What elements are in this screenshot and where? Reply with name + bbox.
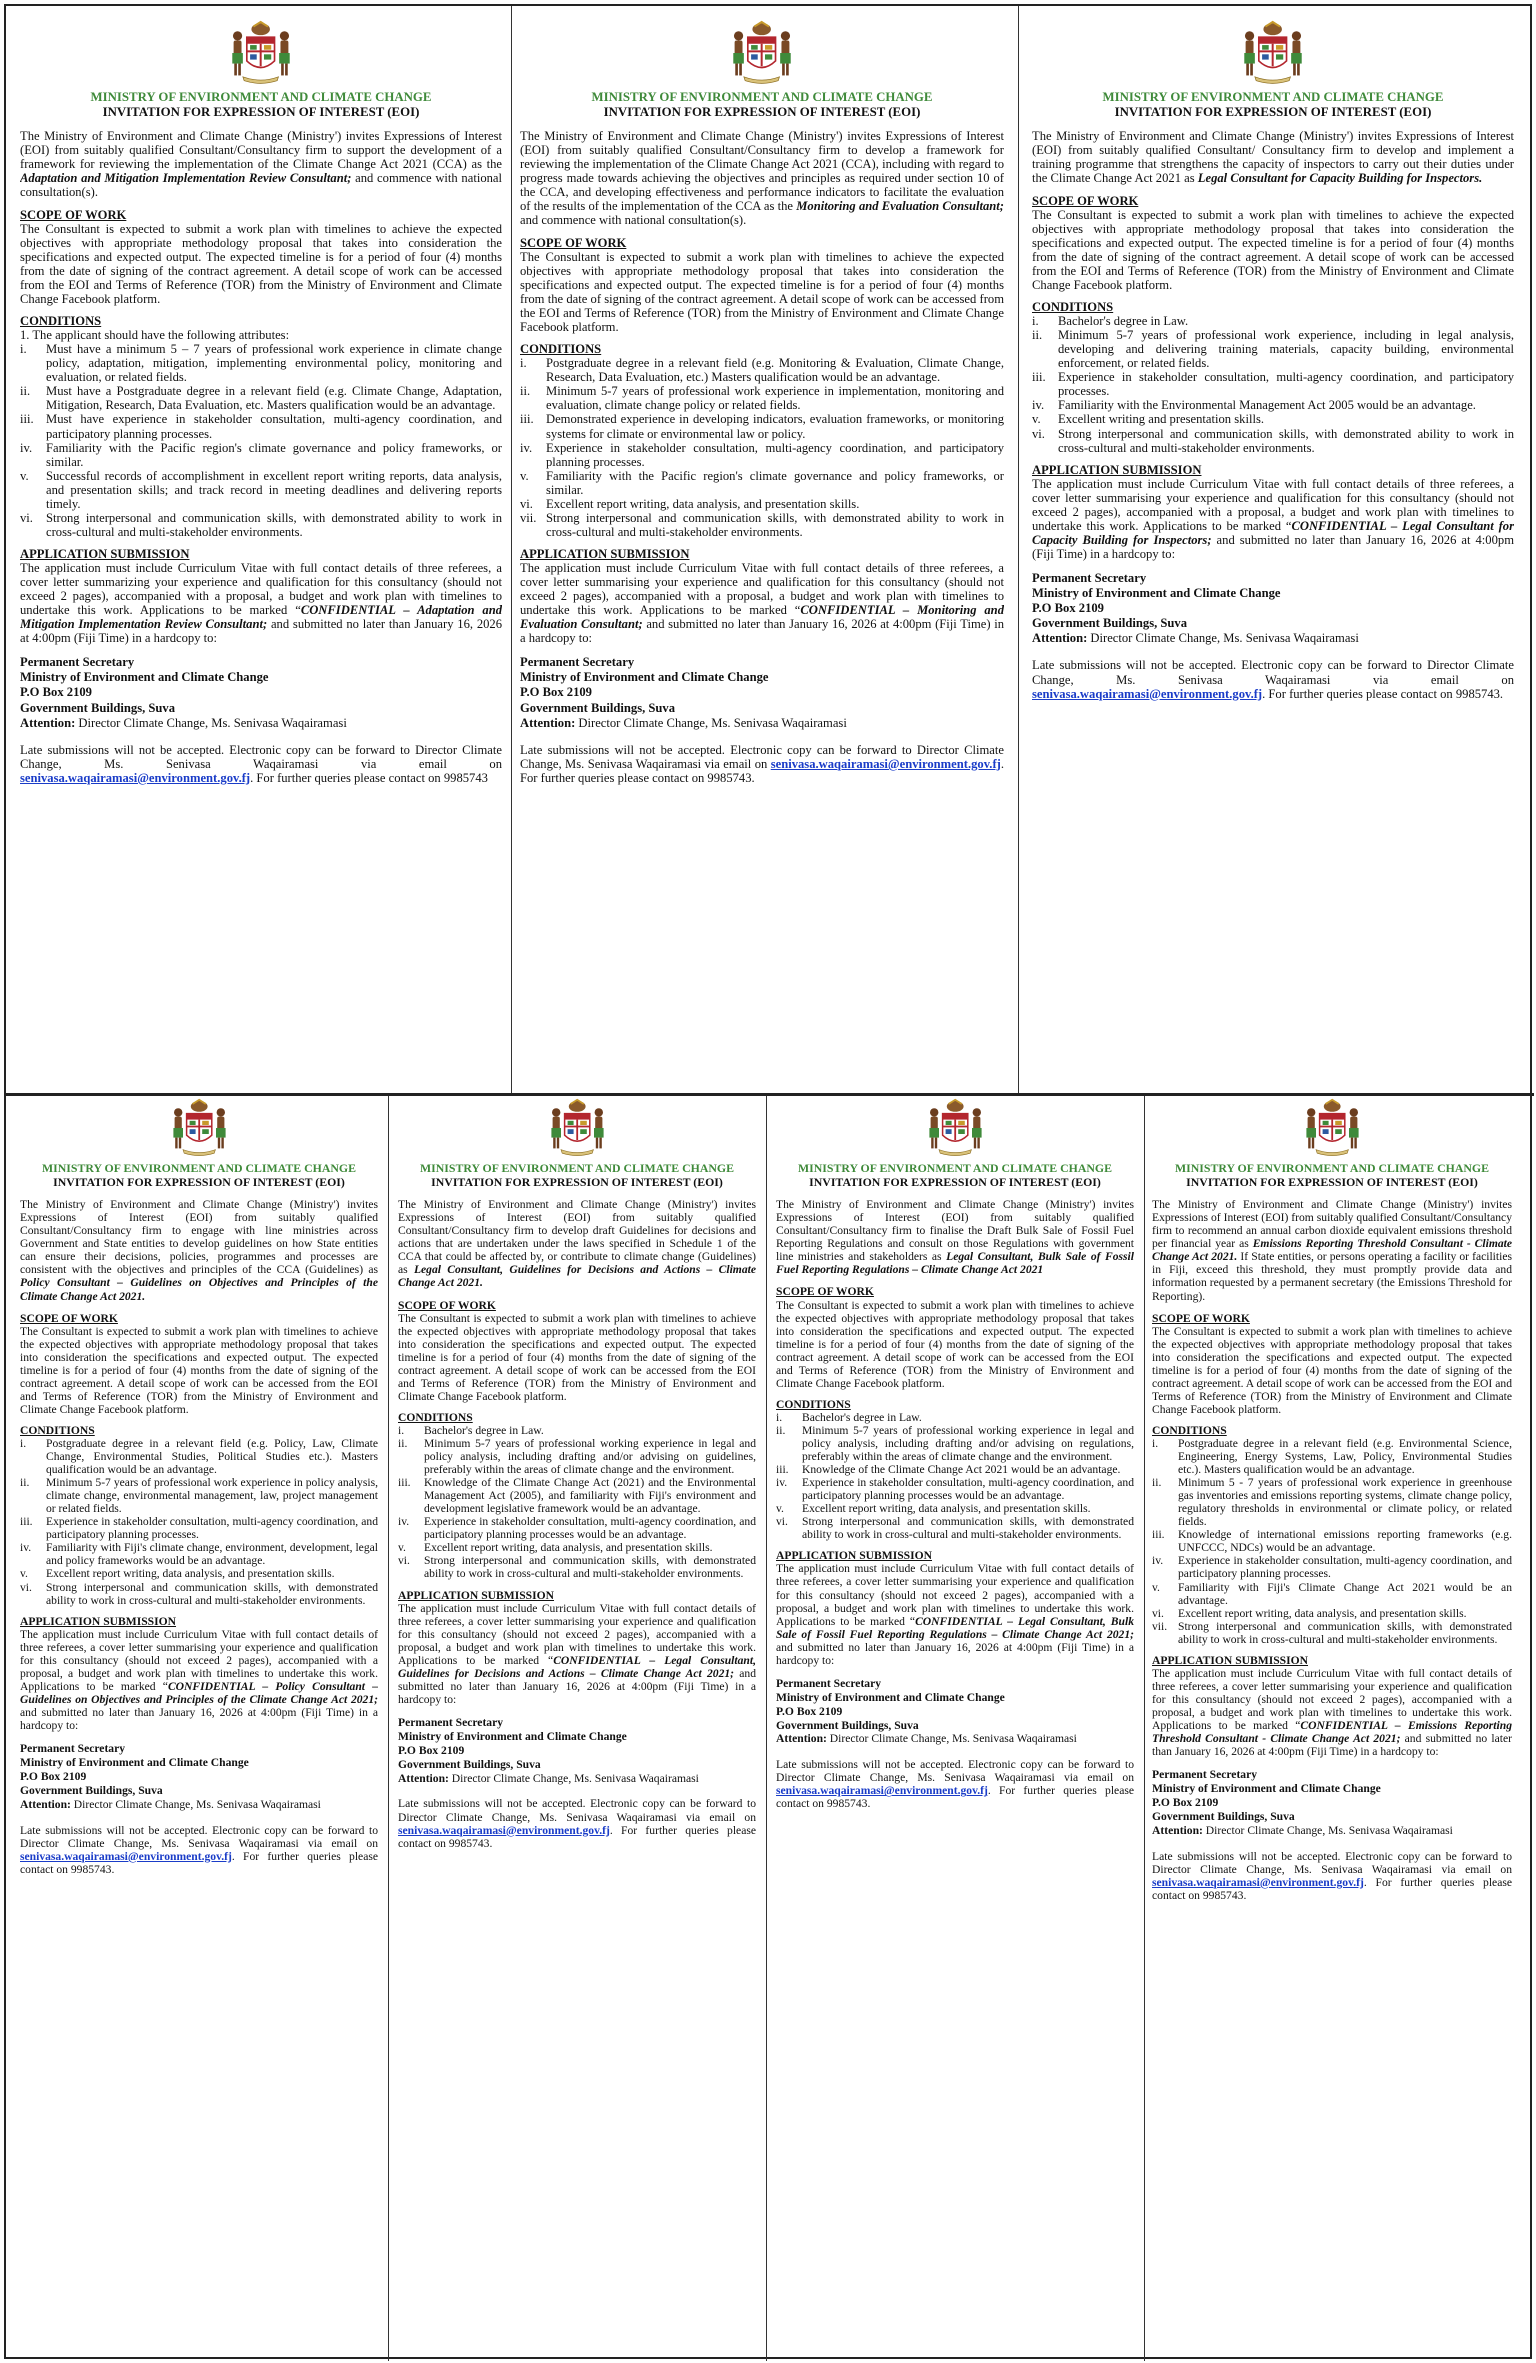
ministry-name: MINISTRY OF ENVIRONMENT AND CLIMATE CHANGE [797, 1161, 1113, 1175]
condition-number: ii. [20, 384, 31, 399]
email-link[interactable]: senivasa.waqairamasi@environment.gov.fj [1152, 1875, 1364, 1889]
postal-address [398, 1716, 756, 1786]
condition-item [776, 1476, 1134, 1502]
condition-item [20, 1541, 378, 1567]
column-divider [511, 6, 512, 1093]
condition-text: Minimum 5-7 years of professional working experience in legal and policy analysis, including drafting and/or advising on guidelines, preferably within the areas of climate change and the environment. [424, 1436, 756, 1477]
condition-text: Familiarity with Fiji's Climate Change Act 2021 would be an advantage. [1178, 1580, 1512, 1607]
eoi-advertisement [20, 1098, 378, 2356]
fiji-coat-of-arms-icon [1235, 20, 1311, 86]
address-line: P.O Box 2109 [520, 685, 592, 700]
postal-address [1032, 571, 1514, 647]
attention-line: Attention: Director Climate Change, Ms. Senivasa Waqairamasi [20, 1797, 321, 1811]
address-line: Permanent Secretary [20, 1742, 126, 1756]
condition-number: ii. [20, 1476, 30, 1490]
condition-text: Strong interpersonal and communication skills, with demonstrated ability to work in cross-cultural and multi-stakeholder environments. [802, 1515, 1134, 1542]
email-link[interactable]: senivasa.waqairamasi@environment.gov.fj [20, 770, 251, 785]
ministry-name: MINISTRY OF ENVIRONMENT AND CLIMATE CHANGE [1102, 90, 1444, 104]
scope-heading: SCOPE OF WORK [20, 1311, 118, 1325]
condition-number: vii. [1152, 1619, 1168, 1633]
condition-number: ii. [520, 384, 531, 399]
condition-number: v. [1152, 1580, 1160, 1594]
condition-number: vi. [398, 1554, 410, 1568]
condition-item [776, 1411, 1134, 1424]
fiji-coat-of-arms-icon [724, 20, 800, 86]
condition-number: ii. [398, 1436, 408, 1450]
attention-line: Attention: Director Climate Change, Ms. Senivasa Waqairamasi [776, 1732, 1077, 1746]
condition-text: Excellent report writing, data analysis, and presentation skills. [46, 1567, 335, 1581]
condition-item [520, 497, 1004, 511]
conditions-list [20, 342, 502, 539]
condition-number: i. [398, 1423, 405, 1437]
eoi-advertisement [20, 20, 502, 1082]
application-heading: APPLICATION SUBMISSION [520, 546, 690, 561]
attention-line: Attention: Director Climate Change, Ms. Senivasa Waqairamasi [1152, 1823, 1453, 1837]
email-link[interactable]: senivasa.waqairamasi@environment.gov.fj [776, 1784, 988, 1798]
condition-text: Bachelor's degree in Law. [802, 1410, 922, 1424]
condition-number: iv. [776, 1476, 788, 1490]
scope-text: The Consultant is expected to submit a work plan with timelines to achieve the expected objectives with appropriate methodology proposal that takes into consideration the specifications and expected output. The expected timeline is for a period of four (4) months from the date of signing of the contract agreement. A detail scope of work can be accessed from the EOI and Terms of Reference (TOR) from the Ministry of Environment and Climate Change Facebook platform. [776, 1298, 1134, 1390]
intro-paragraph: The Ministry of Environment and Climate Change (Ministry') invites Expressions of Interest (EOI) from suitably qualified Consultant/Consultancy firm to engage with line ministries across Government and State entities to develop guidelines on how State entities can ensure their decisions, policies, programmes and processes are consistent with the objectives and principles of the CCA (Guidelines) as Policy Consultant – Guidelines on Objectives and Principles of the Climate Change Act 2021. [20, 1198, 378, 1303]
late-submission-note: Late submissions will not be accepted. Electronic copy can be forward to Director Climate Change, Ms. Senivasa Waqairamasi via email on senivasa.waqairamasi@environment.gov.fj. For further queries please contact on 9985743 [20, 742, 502, 785]
condition-item [398, 1437, 756, 1476]
condition-item [1032, 328, 1514, 370]
condition-number: vi. [20, 510, 33, 525]
condition-item [20, 1581, 378, 1607]
scope-text: The Consultant is expected to submit a work plan with timelines to achieve the expected objectives with appropriate methodology proposal that takes into consideration the specifications and expected output. The expected timeline is for a period of four (4) months from the date of signing of the contract agreement. A detail scope of work can be accessed from the EOI and Terms of Reference (TOR) from the Ministry of Environment and Climate Change Facebook platform. [1032, 207, 1514, 293]
condition-item [776, 1463, 1134, 1476]
condition-text: Minimum 5-7 years of professional work experience in implementation, monitoring and evaluation, climate change policy or related fields. [546, 384, 1004, 413]
condition-number: iv. [520, 440, 533, 455]
condition-item [776, 1424, 1134, 1463]
address-line: Permanent Secretary [1032, 570, 1147, 585]
condition-number: iii. [20, 1515, 33, 1529]
address-line: P.O Box 2109 [1152, 1795, 1219, 1809]
condition-item [398, 1541, 756, 1554]
condition-text: Excellent writing and presentation skills. [1058, 412, 1265, 427]
intro-paragraph: The Ministry of Environment and Climate Change (Ministry') invites Expressions of Interest (EOI) from suitably qualified Consultant/Consultancy firm to finalise the Draft Bulk Sale of Fossil Fuel Reporting Regulations and consult on those Regulations with government line ministries and stakeholders as Legal Consultant, Bulk Sale of Fossil Fuel Reporting Regulations – Climate Change Act 2021 [776, 1198, 1134, 1277]
email-link[interactable]: senivasa.waqairamasi@environment.gov.fj [20, 1849, 232, 1863]
condition-item [20, 342, 502, 384]
condition-number: vi. [20, 1580, 32, 1594]
condition-number: i. [20, 1436, 27, 1450]
condition-item [520, 412, 1004, 440]
postal-address [20, 655, 502, 731]
address-line: Ministry of Environment and Climate Change [398, 1729, 627, 1743]
condition-number: i. [776, 1410, 783, 1424]
conditions-list [398, 1424, 756, 1581]
condition-text: Must have experience in stakeholder consultation, multi-agency coordination, and participatory planning processes. [46, 412, 502, 441]
address-line: Permanent Secretary [520, 655, 635, 670]
address-line: Permanent Secretary [398, 1715, 504, 1729]
invitation-title: INVITATION FOR EXPRESSION OF INTEREST (EOI) [1114, 104, 1432, 119]
condition-item [20, 412, 502, 440]
row-divider [6, 1093, 1534, 1096]
condition-item [398, 1554, 756, 1580]
condition-text: Strong interpersonal and communication skills, with demonstrated ability to work in cross-cultural and multi-stakeholder environments. [1178, 1619, 1512, 1646]
condition-number: iii. [398, 1476, 411, 1490]
eoi-advertisement [776, 1098, 1134, 2356]
condition-number: v. [398, 1541, 406, 1555]
condition-text: Excellent report writing, data analysis, and presentation skills. [424, 1541, 713, 1555]
condition-text: Strong interpersonal and communication skills, with demonstrated ability to work in cross-cultural and multi-stakeholder environments. [1058, 426, 1514, 455]
condition-item [20, 1476, 378, 1515]
condition-item [1152, 1554, 1512, 1580]
condition-number: iii. [776, 1463, 789, 1477]
scope-heading: SCOPE OF WORK [398, 1298, 496, 1312]
condition-text: Must have a Postgraduate degree in a relevant field (e.g. Climate Change, Adaptation, Mitigation, Research, Data Evaluation, etc. Masters qualification would be an advantage. [46, 384, 502, 413]
condition-item [20, 441, 502, 469]
condition-item [20, 469, 502, 511]
conditions-list [1032, 314, 1514, 454]
condition-text: Bachelor's degree in Law. [424, 1423, 544, 1437]
condition-number: ii. [776, 1423, 786, 1437]
scope-text: The Consultant is expected to submit a work plan with timelines to achieve the expected objectives with appropriate methodology proposal that takes into consideration the specifications and expected output. The expected timeline is for a period of four (4) months from the date of signing of the contract agreement. A detail scope of work can be accessed from the EOI and Terms of Reference (TOR) from the Ministry of Environment and Climate Change Facebook platform. [20, 221, 502, 307]
condition-text: Demonstrated experience in developing indicators, evaluation frameworks, or monitoring systems for climate or environmental law or policy. [546, 412, 1004, 441]
address-line: Government Buildings, Suva [776, 1718, 919, 1732]
column-divider [388, 1096, 389, 2361]
condition-text: Minimum 5-7 years of professional work experience in policy analysis, climate change, environmental management, law, project management or related fields. [46, 1476, 378, 1516]
condition-item [20, 1437, 378, 1476]
eoi-advertisement [398, 1098, 756, 2356]
column-divider [1018, 6, 1019, 1093]
application-heading: APPLICATION SUBMISSION [20, 1614, 177, 1628]
scope-heading: SCOPE OF WORK [1032, 193, 1139, 208]
attention-line: Attention: Director Climate Change, Ms. Senivasa Waqairamasi [398, 1771, 699, 1785]
intro-paragraph: The Ministry of Environment and Climate Change (Ministry') invites Expressions of Interest (EOI) from suitably qualified Consultant/Consultancy firm to develop draft Guidelines for decisions and actions that are undertaken under the laws specified in Schedule 1 of the CCA that could be affected by, or contribute to climate change (Guidelines) as Legal Consultant, Guidelines for Decisions and Actions – Climate Change Act 2021. [398, 1198, 756, 1290]
condition-item [1032, 370, 1514, 398]
address-line: Ministry of Environment and Climate Change [520, 670, 769, 685]
email-link[interactable]: senivasa.waqairamasi@environment.gov.fj [398, 1823, 610, 1837]
application-heading: APPLICATION SUBMISSION [1032, 462, 1202, 477]
condition-number: ii. [1032, 328, 1043, 343]
application-heading: APPLICATION SUBMISSION [398, 1588, 555, 1602]
column-divider [1144, 1096, 1145, 2361]
address-line: Permanent Secretary [1152, 1768, 1258, 1782]
condition-number: i. [520, 356, 527, 371]
address-line: Permanent Secretary [20, 655, 135, 670]
late-submission-note: Late submissions will not be accepted. Electronic copy can be forward to Director Climate Change, Ms. Senivasa Waqairamasi via email on senivasa.waqairamasi@environment.gov.fj. For further queries please contact on 9985743. [1032, 658, 1514, 701]
condition-number: iii. [1152, 1528, 1165, 1542]
application-text: The application must include Curriculum Vitae with full contact details of three referees, a cover letter summarising your experience and qualification for this consultancy (should not exceed 2 pages), accompanied with a proposal, a budget and work plan with timelines to undertake this work. Applications to be marked “CONFIDENTIAL – Legal Consultant, Guidelines for Decisions and Actions – Climate Change Act 2021; and submitted no later than January 16, 2026 at 4:00pm (Fiji Time) in a hardcopy to: [398, 1601, 756, 1706]
condition-item [20, 1567, 378, 1580]
conditions-heading: CONDITIONS [520, 342, 602, 357]
intro-paragraph: The Ministry of Environment and Climate Change (Ministry') invites Expressions of Interest (EOI) from suitably qualified Consultant/Consultancy firm to develop a framework for reviewing the implementation of the Climate Change Act 2021 (CCA), including with regard to progress made towards achieving the objectives and principles as required under section 10 of the CCA, and developing effectiveness and performance indicators to facilitate the evaluation of the results of the implementation of the CCA as the Monitoring and Evaluation Consultant; and commence with national consultation(s). [520, 128, 1004, 227]
address-line: Government Buildings, Suva [1032, 616, 1188, 631]
application-text: The application must include Curriculum Vitae with full contact details of three referees, a cover letter summarising your experience and qualification for this consultancy (should not exceed 2 pages), accompanied with a proposal, a budget and work plan with timelines to undertake this work. Applications to be marked “CONFIDENTIAL – Policy Consultant – Guidelines on Objectives and Principles of the Climate Change Act 2021; and submitted no later than January 16, 2026 at 4:00pm (Fiji Time) in a hardcopy to: [20, 1627, 378, 1732]
address-line: Ministry of Environment and Climate Change [1152, 1782, 1381, 1796]
condition-text: Experience in stakeholder consultation, multi-agency coordination, and participatory planning processes would be an advantage. [802, 1476, 1134, 1503]
address-line: Ministry of Environment and Climate Change [20, 670, 269, 685]
postal-address [1152, 1768, 1512, 1838]
condition-text: Minimum 5 - 7 years of professional work experience in greenhouse gas inventories and emissions reporting systems, climate change policy, regulatory thresholds in environmental or climate policy, or related fields. [1178, 1476, 1512, 1529]
condition-item [520, 511, 1004, 539]
condition-item [1152, 1620, 1512, 1646]
condition-item [1152, 1476, 1512, 1528]
address-line: Ministry of Environment and Climate Change [20, 1755, 249, 1769]
condition-text: Excellent report writing, data analysis, and presentation skills. [802, 1502, 1091, 1516]
attention-line: Attention: Director Climate Change, Ms. Senivasa Waqairamasi [520, 715, 847, 730]
attention-line: Attention: Director Climate Change, Ms. Senivasa Waqairamasi [20, 715, 347, 730]
application-text: The application must include Curriculum Vitae with full contact details of three referees, a cover letter summarizing your experience and qualification for this consultancy (should not exceed 2 pages), accompanied with a proposal, a budget and work plan with timelines to undertake this work. Applications to be marked “CONFIDENTIAL – Adaptation and Mitigation Implementation Review Consultant; and submitted no later than January 16, 2026 at 4:00pm (Fiji Time) in a hardcopy to: [20, 560, 502, 646]
condition-item [1152, 1581, 1512, 1607]
condition-item [1152, 1528, 1512, 1554]
condition-number: v. [1032, 412, 1041, 427]
condition-text: Minimum 5-7 years of professional working experience in legal and policy analysis, including drafting and/or advising on regulations, preferably within the areas of climate change and the environment. [802, 1423, 1134, 1464]
condition-text: Minimum 5-7 years of professional work experience, including in legal analysis, developing and delivering training materials, capacity building, environmental enforcement, or related fields. [1058, 328, 1514, 371]
condition-number: v. [20, 1567, 28, 1581]
eoi-advertisement [520, 20, 1004, 1082]
condition-item [20, 1515, 378, 1541]
eoi-advertisement [1152, 1098, 1512, 2356]
condition-text: Knowledge of international emissions reporting frameworks (e.g. UNFCCC, NDCs) would be an advantage. [1178, 1528, 1512, 1555]
condition-number: iv. [20, 1541, 32, 1555]
ministry-name: MINISTRY OF ENVIRONMENT AND CLIMATE CHANGE [591, 90, 933, 104]
conditions-heading: CONDITIONS [1152, 1423, 1227, 1437]
postal-address [520, 655, 1004, 731]
condition-item [520, 441, 1004, 469]
intro-paragraph: The Ministry of Environment and Climate Change (Ministry') invites Expressions of Interest (EOI) from suitably qualified Consultant/ Consultancy firm to develop and implement a training programme that strengthens the capacity of inspectors to carry out their duties under the Climate Change Act 2021 as Legal Consultant for Capacity Building for Inspectors. [1032, 128, 1514, 185]
condition-number: iv. [398, 1515, 410, 1529]
intro-paragraph: The Ministry of Environment and Climate Change (Ministry') invites Expressions of Interest (EOI) from suitably qualified Consultant/Consultancy firm to recommend an annual carbon dioxide equivalent emissions threshold per financial year as Emissions Reporting Threshold Consultant - Climate Change Act 2021. If State entities, or persons operating a facility or facilities in Fiji, exceed this threshold, they must promptly provide data and information requested by a permanent secretary (the Emissions Threshold for Reporting). [1152, 1198, 1512, 1303]
scope-text: The Consultant is expected to submit a work plan with timelines to achieve the expected objectives with appropriate methodology proposal that takes into consideration the specifications and expected output. The expected timeline is for a period of four (4) months from the date of signing of the contract agreement. A detail scope of work can be accessed from the EOI and Terms of Reference (TOR) from the Ministry of Environment and Climate Change Facebook platform. [398, 1311, 756, 1403]
condition-number: i. [20, 342, 27, 357]
scope-text: The Consultant is expected to submit a work plan with timelines to achieve the expected objectives with appropriate methodology proposal that takes into consideration the specifications and expected output. The expected timeline is for a period of four (4) months from the date of signing of the contract agreement. A detail scope of work can be accessed from the EOI and Terms of Reference (TOR) from the Ministry of Environment and Climate Change Facebook platform. [1152, 1324, 1512, 1416]
condition-text: Postgraduate degree in a relevant field (e.g. Environmental Science, Engineering, Energy Systems, Law, Policy, Environmental Studies etc.). Masters qualification would be an advantage. [1178, 1436, 1512, 1477]
condition-number: vi. [1032, 426, 1045, 441]
condition-text: Strong interpersonal and communication skills, with demonstrated ability to work in cross-cultural and multi-stakeholder environments. [546, 510, 1004, 539]
email-link[interactable]: senivasa.waqairamasi@environment.gov.fj [770, 756, 1001, 771]
address-line: Government Buildings, Suva [520, 700, 676, 715]
postal-address [20, 1742, 378, 1812]
condition-text: Successful records of accomplishment in excellent report writing reports, data analysis, and presentation skills; and track record in meeting deadlines and delivering reports timely. [46, 468, 502, 511]
condition-number: vi. [1152, 1606, 1164, 1620]
late-submission-note: Late submissions will not be accepted. Electronic copy can be forward to Director Climate Change, Ms. Senivasa Waqairamasi via email on senivasa.waqairamasi@environment.gov.fj. For further queries please contact on 9985743. [20, 1823, 378, 1876]
condition-text: Familiarity with the Environmental Management Act 2005 would be an advantage. [1058, 398, 1476, 413]
fiji-coat-of-arms-icon [223, 20, 299, 86]
condition-text: Excellent report writing, data analysis, and presentation skills. [546, 496, 860, 511]
condition-text: Postgraduate degree in a relevant field (e.g. Monitoring & Evaluation, Climate Change, Research, Data Evaluation, etc.) Masters qualification would be an advantage. [546, 356, 1004, 385]
column-divider [766, 1096, 767, 2361]
condition-number: v. [20, 468, 29, 483]
condition-item [520, 356, 1004, 384]
ministry-name: MINISTRY OF ENVIRONMENT AND CLIMATE CHANGE [90, 90, 432, 104]
invitation-title: INVITATION FOR EXPRESSION OF INTEREST (EOI) [809, 1174, 1101, 1189]
condition-number: iii. [1032, 370, 1046, 385]
condition-text: Excellent report writing, data analysis, and presentation skills. [1178, 1606, 1467, 1620]
late-submission-note: Late submissions will not be accepted. Electronic copy can be forward to Director Climate Change, Ms. Senivasa Waqairamasi via email on senivasa.waqairamasi@environment.gov.fj. For further queries please contact on 9985743. [776, 1758, 1134, 1811]
condition-number: iii. [20, 412, 34, 427]
invitation-title: INVITATION FOR EXPRESSION OF INTEREST (EOI) [102, 104, 420, 119]
condition-text: Experience in stakeholder consultation, multi-agency coordination, and participatory planning processes. [46, 1515, 378, 1542]
application-text: The application must include Curriculum Vitae with full contact details of three referees, a cover letter summarising your experience and qualification for this consultancy (should not exceed 2 pages), accompanied with a proposal, a budget and work plan with timelines to undertake this work. Applications to be marked “CONFIDENTIAL – Legal Consultant, Bulk Sale of Fossil Fuel Reporting Regulations – Climate Change Act 2021; and submitted no later than January 16, 2026 at 4:00pm (Fiji Time) in a hardcopy to: [776, 1562, 1134, 1667]
conditions-heading: CONDITIONS [1032, 300, 1114, 315]
condition-text: Experience in stakeholder consultation, multi-agency coordination, and participatory planning processes. [546, 440, 1004, 469]
address-line: Ministry of Environment and Climate Change [1032, 586, 1281, 601]
conditions-heading: CONDITIONS [20, 1423, 95, 1437]
application-text: The application must include Curriculum Vitae with full contact details of three referees, a cover letter summarising your experience and qualification for this consultancy (should not exceed 2 pages), accompanied with a proposal, a budget and work plan with timelines to undertake this work. Applications to be marked “CONFIDENTIAL – Emissions Reporting Threshold Consultant - Climate Change Act 2021; and submitted no later than January 16, 2026 at 4:00pm (Fiji Time) in a hardcopy to: [1152, 1666, 1512, 1759]
condition-item [398, 1476, 756, 1515]
address-line: P.O Box 2109 [20, 1769, 87, 1783]
application-heading: APPLICATION SUBMISSION [776, 1549, 933, 1563]
late-submission-note: Late submissions will not be accepted. Electronic copy can be forward to Director Climate Change, Ms. Senivasa Waqairamasi via email on senivasa.waqairamasi@environment.gov.fj. For further queries please contact on 9985743. [520, 742, 1004, 785]
scope-heading: SCOPE OF WORK [20, 207, 127, 222]
address-line: Government Buildings, Suva [1152, 1809, 1295, 1823]
late-submission-note: Late submissions will not be accepted. Electronic copy can be forward to Director Climate Change, Ms. Senivasa Waqairamasi via email on senivasa.waqairamasi@environment.gov.fj. For further queries please contact on 9985743. [398, 1797, 756, 1850]
scope-text: The Consultant is expected to submit a work plan with timelines to achieve the expected objectives with appropriate methodology proposal that takes into consideration the specifications and expected output. The expected timeline is for a period of four (4) months from the date of signing of the contract agreement. A detail scope of work can be accessed from the EOI and Terms of Reference (TOR) from the Ministry of Environment and Climate Change Facebook platform. [20, 1324, 378, 1416]
condition-text: Familiarity with the Pacific region's climate governance and policy frameworks, or similar. [46, 440, 502, 469]
ministry-name: MINISTRY OF ENVIRONMENT AND CLIMATE CHANGE [419, 1161, 735, 1175]
condition-number: v. [520, 468, 529, 483]
condition-number: iv. [1032, 398, 1045, 413]
address-line: Government Buildings, Suva [398, 1757, 541, 1771]
condition-text: Strong interpersonal and communication skills, with demonstrated ability to work in cross-cultural and multi-stakeholder environments. [424, 1554, 756, 1581]
invitation-title: INVITATION FOR EXPRESSION OF INTEREST (EOI) [603, 104, 921, 119]
address-line: Permanent Secretary [776, 1676, 882, 1690]
condition-number: v. [776, 1502, 784, 1516]
condition-number: vi. [520, 496, 533, 511]
condition-item [776, 1502, 1134, 1515]
condition-text: Strong interpersonal and communication skills, with demonstrated ability to work in cross-cultural and multi-stakeholder environments. [46, 1580, 378, 1607]
condition-number: ii. [1152, 1476, 1162, 1490]
invitation-title: INVITATION FOR EXPRESSION OF INTEREST (EOI) [1186, 1174, 1478, 1189]
condition-item [776, 1515, 1134, 1541]
condition-text: Knowledge of the Climate Change Act (2021) and the Environmental Management Act (2005), and familiarity with Fiji's environment and development legislative framework would be an advantage. [424, 1476, 756, 1516]
condition-text: Familiarity with the Pacific region's climate governance and policy frameworks, or similar. [546, 468, 1004, 497]
condition-item [1032, 427, 1514, 455]
conditions-heading: CONDITIONS [776, 1397, 851, 1411]
address-line: P.O Box 2109 [1032, 601, 1104, 616]
condition-item [398, 1424, 756, 1437]
address-line: P.O Box 2109 [20, 685, 92, 700]
ministry-name: MINISTRY OF ENVIRONMENT AND CLIMATE CHANGE [1174, 1161, 1490, 1175]
conditions-heading: CONDITIONS [20, 314, 102, 329]
invitation-title: INVITATION FOR EXPRESSION OF INTEREST (EOI) [53, 1174, 345, 1189]
condition-number: i. [1032, 314, 1039, 329]
fiji-coat-of-arms-icon [165, 1098, 234, 1158]
application-heading: APPLICATION SUBMISSION [1152, 1653, 1309, 1667]
address-line: P.O Box 2109 [398, 1743, 465, 1757]
conditions-list [520, 356, 1004, 539]
condition-text: Experience in stakeholder consultation, multi-agency coordination, and participatory processes. [1058, 370, 1514, 399]
application-heading: APPLICATION SUBMISSION [20, 546, 190, 561]
scope-heading: SCOPE OF WORK [520, 235, 627, 250]
condition-item [20, 384, 502, 412]
address-line: Ministry of Environment and Climate Change [776, 1690, 1005, 1704]
address-line: Government Buildings, Suva [20, 1783, 163, 1797]
application-text: The application must include Curriculum Vitae with full contact details of three referees, a cover letter summarising your experience and qualification for this consultancy (should not exceed 2 pages), accompanied with a proposal, a budget and work plan with timelines to undertake this work. Applications to be marked “CONFIDENTIAL – Monitoring and Evaluation Consultant; and submitted no later than January 16, 2026 at 4:00pm (Fiji Time) in a hardcopy to: [520, 560, 1004, 646]
conditions-heading: CONDITIONS [398, 1410, 473, 1424]
condition-number: iv. [1152, 1554, 1164, 1568]
conditions-list [1152, 1437, 1512, 1646]
condition-number: iv. [20, 440, 33, 455]
condition-text: Knowledge of the Climate Change Act 2021 would be an advantage. [802, 1463, 1121, 1477]
ministry-name: MINISTRY OF ENVIRONMENT AND CLIMATE CHANGE [41, 1161, 357, 1175]
postal-address [776, 1677, 1134, 1747]
condition-text: Postgraduate degree in a relevant field (e.g. Policy, Law, Climate Change, Environmental Studies, Political Studies etc.). Masters qualification would be an advantage. [46, 1436, 378, 1477]
condition-item [20, 511, 502, 539]
condition-item [398, 1515, 756, 1541]
scope-heading: SCOPE OF WORK [1152, 1311, 1250, 1325]
scope-heading: SCOPE OF WORK [776, 1285, 874, 1299]
attention-line: Attention: Director Climate Change, Ms. Senivasa Waqairamasi [1032, 631, 1359, 646]
condition-text: Experience in stakeholder consultation, multi-agency coordination, and participatory planning processes. [1178, 1554, 1512, 1581]
condition-text: Familiarity with Fiji's climate change, environment, development, legal and policy frameworks would be an advantage. [46, 1541, 378, 1568]
condition-item [1032, 412, 1514, 426]
invitation-title: INVITATION FOR EXPRESSION OF INTEREST (EOI) [431, 1174, 723, 1189]
condition-item [520, 384, 1004, 412]
application-text: The application must include Curriculum Vitae with full contact details of three referees, a cover letter summarising your experience and qualification for this consultancy (should not exceed 2 pages), accompanied with a proposal, a budget and work plan with timelines to undertake this work. Applications to be marked “CONFIDENTIAL – Legal Consultant for Capacity Building for Inspectors; and submitted no later than January 16, 2026 at 4:00pm (Fiji Time) in a hardcopy to: [1032, 476, 1514, 561]
conditions-list [776, 1411, 1134, 1541]
condition-number: vii. [520, 510, 537, 525]
fiji-coat-of-arms-icon [543, 1098, 612, 1158]
address-line: P.O Box 2109 [776, 1704, 843, 1718]
late-submission-note: Late submissions will not be accepted. Electronic copy can be forward to Director Climate Change, Ms. Senivasa Waqairamasi via email on senivasa.waqairamasi@environment.gov.fj. For further queries please contact on 9985743. [1152, 1849, 1512, 1902]
fiji-coat-of-arms-icon [921, 1098, 990, 1158]
condition-number: vi. [776, 1515, 788, 1529]
condition-item [1152, 1607, 1512, 1620]
condition-item [1032, 314, 1514, 328]
condition-text: Must have a minimum 5 – 7 years of professional work experience in climate change policy, adaptation, mitigation, implementing environmental policy, monitoring and evaluation, or related fields. [46, 342, 502, 385]
conditions-list [20, 1437, 378, 1607]
condition-number: i. [1152, 1436, 1159, 1450]
fiji-coat-of-arms-icon [1298, 1098, 1367, 1158]
condition-text: Strong interpersonal and communication skills, with demonstrated ability to work in cross-cultural and multi-stakeholder environments. [46, 510, 502, 539]
address-line: Government Buildings, Suva [20, 700, 176, 715]
condition-text: Experience in stakeholder consultation, multi-agency coordination, and participatory planning processes would be an advantage. [424, 1515, 756, 1542]
scope-text: The Consultant is expected to submit a work plan with timelines to achieve the expected objectives with appropriate methodology proposal that takes into consideration the specifications and expected output. The expected timeline is for a period of four (4) months from the date of signing of the contract agreement. A detail scope of work can be accessed from the EOI and Terms of Reference (TOR) from the Ministry of Environment and Climate Change Facebook platform. [520, 249, 1004, 335]
condition-item [1152, 1437, 1512, 1476]
eoi-advertisement [1032, 20, 1514, 1082]
email-link[interactable]: senivasa.waqairamasi@environment.gov.fj [1032, 686, 1263, 701]
intro-paragraph: The Ministry of Environment and Climate Change (Ministry') invites Expressions of Interest (EOI) from suitably qualified Consultant/Consultancy firm to support the development of a framework for reviewing the implementation of the Climate Change Act 2021 (CCA) as the Adaptation and Mitigation Implementation Review Consultant; and commence with national consultation(s). [20, 128, 502, 199]
condition-item [520, 469, 1004, 497]
condition-item [1032, 398, 1514, 412]
condition-text: Bachelor's degree in Law. [1058, 314, 1189, 329]
condition-number: iii. [520, 412, 534, 427]
conditions-lead: 1. The applicant should have the following attributes: [20, 328, 290, 343]
